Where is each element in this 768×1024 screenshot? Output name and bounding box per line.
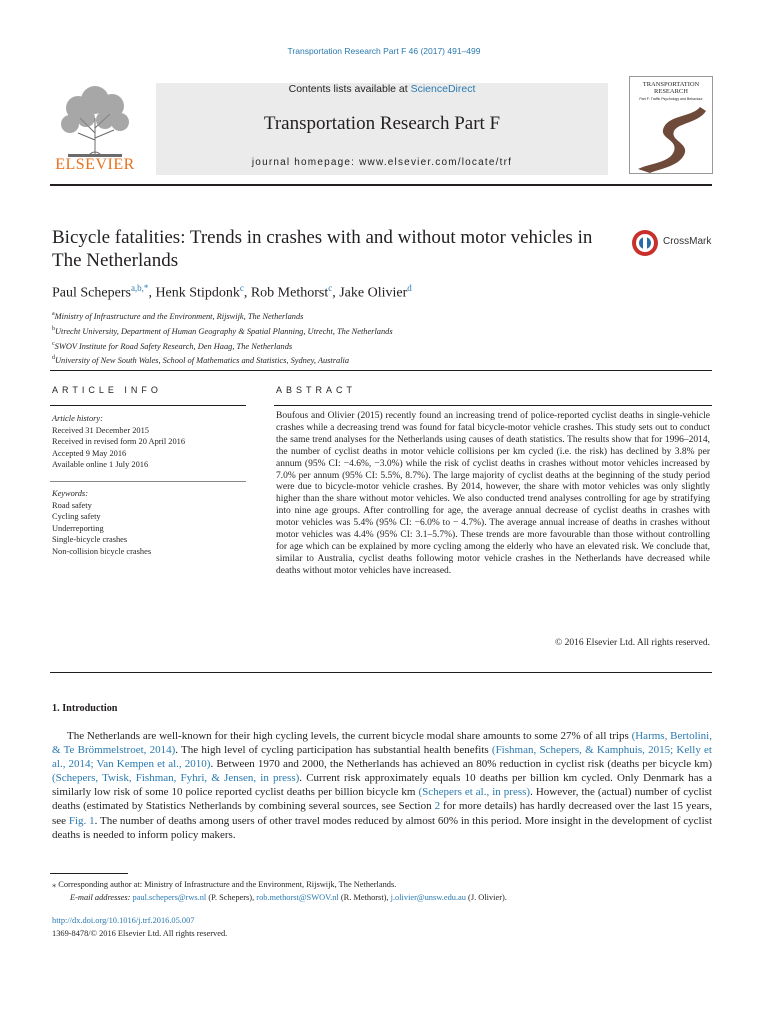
email-label: E-mail addresses: — [70, 892, 131, 902]
email-owner: (R. Methorst), — [338, 892, 391, 902]
affiliation-marker: c — [52, 340, 55, 347]
body-text: . The high level of cycling participation has substantial health benefits — [175, 744, 492, 757]
section-link[interactable]: 2 — [434, 800, 441, 813]
footnote-text: Corresponding author at: Ministry of Infrastructure and the Environment, Rijswijk, The Netherlands. — [58, 880, 397, 889]
email-link[interactable]: paul.schepers@rws.nl — [132, 892, 207, 902]
sciencedirect-link[interactable]: ScienceDirect — [410, 83, 476, 95]
affiliation-text: SWOV Institute for Road Safety Research, Den Haag, The Netherlands — [54, 341, 293, 351]
affiliation-item — [52, 352, 712, 367]
keyword-item: Underreporting — [52, 523, 104, 533]
affiliation-marker: b — [52, 325, 55, 332]
author-name: Jake Olivier — [339, 285, 408, 301]
affiliation-text: Utrecht University, Department of Human Geography & Spatial Planning, Utrecht, The Netherlands — [55, 326, 393, 336]
keyword-item: Cycling safety — [52, 512, 101, 521]
body-text: . The number of deaths among users of other travel modes reduced by almost 60% in this period. More insight in the development of cyclist deaths is needed to inform policy makers. — [52, 814, 712, 841]
journal-citation[interactable]: Transportation Research Part F 46 (2017) 491–499 — [287, 46, 481, 56]
footnote-marker: ⁎ — [52, 880, 57, 889]
section-heading: 1. Introduction — [52, 703, 118, 714]
abstract-body: Boufous and Olivier (2015) recently found an increasing trend of police-reported cyclist deaths in single-vehicle crashes while a decreasing trend was found for fatal bicycle-motor vehicle crashes. This study sets out to conduct the same trend analyses for the Netherlands using causes of death statistics. The results show that for 1996–2014, the number of cyclist deaths in motor vehicle collisions per km cycled (i.e. the risk) has declined by 3.8% per annum (95% CI: −4.6%, −3.0%) while the risk of cyclist deaths in crashes without motor vehicles increased by 7.0% per annum (95% CI: 5.5%, 8.7%). The large majority of cyclist deaths at the beginning of the study period were due to bicycle-motor vehicle crashes. By 2014, however, the share with motor vehicles was only slightly higher than the share without motor vehicles. We also conducted trend analyses controlling for age by stratifying into nine age groups. After controlling for age, the average annual decrease of cyclist deaths in crashes with motor vehicles was 5.4% (95% CI: −6.0% to − 4.7%). The average annual increase of deaths in crashes without motor vehicles was 4.4% (95% CI: 3.1–5.7%). These trends are more favourable than those without controlling for age which can be explained by more cycling among the elderly who have an elevated risk. We conclude that, similar to Australia, cyclist deaths following motor vehicle crashes in the Netherlands have decreased while deaths without motor vehicles have increased. — [276, 411, 710, 576]
corresponding-author-note — [52, 879, 712, 892]
journal-title: Transportation Research Part F — [263, 113, 501, 134]
affiliation-list — [52, 308, 712, 367]
history-item: Received 31 December 2015 — [52, 425, 149, 435]
keyword-list — [52, 488, 248, 557]
email-note — [52, 892, 712, 905]
abstract-heading: ABSTRACT — [276, 385, 357, 395]
intro-paragraph — [52, 729, 712, 842]
author-affiliation-ref[interactable]: d — [407, 283, 412, 293]
keyword-item: Single-bicycle crashes — [52, 535, 128, 544]
author-affiliation-ref[interactable]: a,b,* — [130, 283, 149, 293]
citation-link[interactable]: (Schepers, Twisk, Fishman, Fyhri, & Jensen, in press) — [52, 772, 300, 785]
crossmark-label: CrossMark — [663, 236, 712, 247]
title-divider — [50, 370, 712, 371]
article-info-divider — [50, 405, 246, 406]
citation-link[interactable]: (Fishman, Schepers, & Kamphuis, 2015; Kelly et al., 2014; Van Kempen et al., 2010) — [52, 744, 712, 771]
figure-link[interactable]: Fig. 1 — [68, 814, 95, 827]
journal-header-band — [156, 83, 608, 175]
body-text: The Netherlands are well-known for their high cycling levels, the current bicycle modal share amounts to some 27% of all trips — [67, 730, 632, 742]
cover-title: TRANSPORTATION RESEARCH — [642, 81, 700, 95]
author-name: Henk Stipdonk — [155, 285, 240, 301]
footnote-divider — [50, 873, 128, 874]
affiliation-marker: d — [52, 355, 55, 362]
author-affiliation-ref[interactable]: c — [328, 283, 333, 293]
abstract-end-divider — [50, 672, 712, 673]
keyword-item: Non-collision bicycle crashes — [52, 546, 152, 556]
email-owner: (J. Olivier). — [465, 892, 507, 902]
contents-prefix: Contents lists available at — [288, 83, 411, 95]
body-text: . Current risk approximately equals 10 deaths per billion km cycled. Only Denmark has a similarly low risk of some 10 police reported cyclist deaths per billion bicycle km — [52, 772, 712, 799]
crossmark-badge[interactable] — [630, 228, 714, 258]
author-affiliation-ref[interactable]: c — [239, 283, 244, 293]
cover-subtitle: Part F: Traffic Psychology and Behaviour — [639, 97, 703, 101]
body-text: for more details) has hardly decreased over the last 15 years, see — [52, 800, 712, 827]
paper-title: Bicycle fatalities: Trends in crashes with and without motor vehicles in The Netherlands — [52, 227, 593, 271]
article-history — [52, 413, 248, 471]
header-divider — [50, 184, 712, 186]
history-item: Received in revised form 20 April 2016 — [52, 437, 186, 446]
affiliation-item — [52, 338, 712, 353]
citation-link[interactable]: (Harms, Bertolini, & Te Brömmelstroet, 2014) — [52, 730, 712, 757]
issn-copyright: 1369-8478/© 2016 Elsevier Ltd. All rights reserved. — [52, 929, 228, 938]
author-name: Paul Schepers — [52, 285, 131, 301]
history-item: Available online 1 July 2016 — [52, 460, 149, 469]
citation-link[interactable]: (Schepers et al., in press) — [418, 786, 531, 799]
body-text: . However, the (actual) number of cyclist deaths (estimated by Statistics Netherlands by combining several sources, see Section — [52, 786, 712, 813]
publisher-wordmark: ELSEVIER — [55, 156, 135, 173]
abstract-divider — [274, 405, 712, 406]
affiliation-text: Ministry of Infrastructure and the Environment, Rijswijk, The Netherlands — [54, 311, 304, 321]
cover-road-icon — [630, 103, 712, 173]
elsevier-logo — [50, 78, 140, 176]
contents-line — [156, 83, 608, 95]
email-owner: (P. Schepers), — [206, 892, 257, 902]
doi-link[interactable]: http://dx.doi.org/10.1016/j.trf.2016.05.007 — [52, 916, 195, 925]
affiliation-item — [52, 323, 712, 338]
article-info-heading: ARTICLE INFO — [52, 385, 162, 395]
crossmark-icon — [630, 228, 660, 258]
affiliation-marker: a — [52, 311, 55, 317]
abstract-copyright: © 2016 Elsevier Ltd. All rights reserved. — [555, 638, 710, 648]
email-link[interactable]: rob.methorst@SWOV.nl — [256, 892, 339, 902]
keywords-divider — [50, 481, 246, 482]
keywords-label: Keywords: — [52, 489, 88, 498]
email-link[interactable]: j.olivier@unsw.edu.au — [390, 892, 466, 902]
footnotes — [52, 879, 712, 904]
keyword-item: Road safety — [52, 500, 92, 510]
affiliation-text: University of New South Wales, School of Mathematics and Statistics, Sydney, Australia — [55, 356, 350, 366]
history-item: Accepted 9 May 2016 — [52, 448, 127, 458]
affiliation-item — [52, 308, 712, 323]
body-text: . Between 1970 and 2000, the Netherlands has achieved an 80% reduction in cyclist risk (deaths per bicycle km) — [210, 758, 712, 771]
author-list: Paul Schepers$^{a,b,*}$, Henk Stipdonk$^c$, Rob Methorst$^c$, Jake Olivier$^d$ — [52, 283, 412, 301]
history-label: Article history: — [52, 414, 103, 423]
journal-homepage-link[interactable]: journal homepage: www.elsevier.com/locate/trf — [251, 157, 513, 168]
author-name: Rob Methorst — [250, 285, 329, 301]
journal-cover-image — [629, 76, 713, 174]
